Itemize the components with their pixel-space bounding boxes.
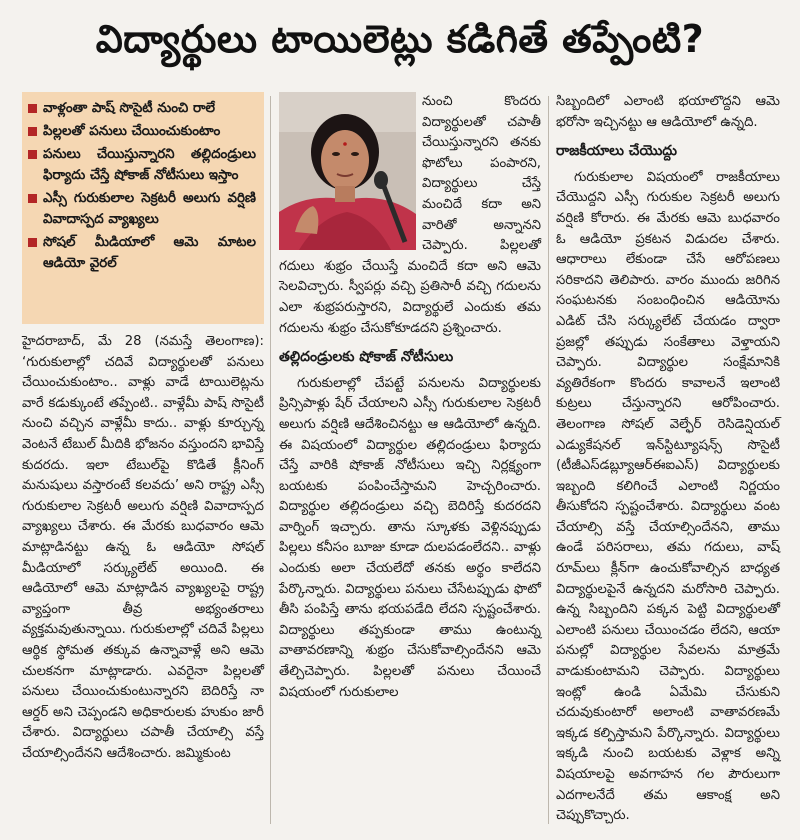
bullet-square-icon	[28, 150, 37, 159]
bullet-square-icon	[28, 238, 37, 247]
portrait-photo-image	[279, 92, 416, 250]
portrait-photo	[279, 92, 416, 250]
body-paragraph: నుంచి కొందరు విద్యార్థులతో చపాతీ చేయిస్తున్నారని తనకు ఫొటోలు పంపారని, విద్యార్థులు చేస్తే మంచిదే కదా అని వారితో అన్నానని చెప్పారు. పిల్లలతో గదులు శుభ్రం చేయిస్తే మంచిదే కదా అని ఆమె సెలవిచ్చారు. స్వీపర్లు వచ్చి ప్రతిసారీ వచ్చి గదులను ఎలా శుభ్రపరుస్తారని, విద్యార్థులే ఎందుకు తమ గదులను శుభ్రం చేసుకోకూడదని ప్రశ్నించారు.	[279, 94, 541, 336]
body-paragraph: సిబ్బందిలో ఎలాంటి భయాలొద్దని ఆమె భరోసా ఇచ్చినట్టు ఆ ఆడియోలో ఉన్నది.	[556, 94, 780, 130]
highlight-item: పిల్లలతో పనులు చేయించుకుంటాం	[28, 121, 256, 142]
bullet-square-icon	[28, 104, 37, 113]
highlight-item: పనులు చేయిస్తున్నారని తల్లిదండ్రులు ఫిర్యాదు చేస్తే షోకాజ్ నోటీసులు ఇస్తాం	[28, 144, 256, 186]
body-paragraph: గురుకులాల విషయంలో రాజకీయాలు చేయొద్దని ఎస్సీ గురుకుల సెక్రటరీ అలుగు వర్షిణి కోరారు. ఈ మేరకు ఆమె బుధవారం ఓ ఆడియో ప్రకటన విడుదల చేశారు. ఆధారాలు లేకుండా చేసే ఆరోపణలు సరికాదని తెలిపారు. వారం ముందు జరిగిన సంఘటనకు సంబంధించిన ఆడియోను ఎడిట్ చేసి సర్క్యులేట్ చేయడం ద్వారా ప్రజల్లో తప్పుడు సంకేతాలు వెళ్తాయని చెప్పారు. విద్యార్థుల సంక్షేమానికి వ్యతిరేకంగా కొందరు కావాలనే ఇలాంటి కుట్రలు చేస్తున్నారని ఆరోపించారు. తెలంగాణ సోషల్ వెల్ఫేర్ రెసిడెన్షియల్ ఎడ్యుకేషనల్ ఇన్‌స్టిట్యూషన్స్ సొసైటీ (టీజీఎస్‌డబ్ల్యూఆర్‌ఈఐఎస్) విద్యార్థులకు ఇబ్బంది కలిగించే ఎలాంటి నిర్ణయం తీసుకోదని స్పష్టంచేశారు. విద్యార్థులు వంట చేయాల్సి వస్తే చేయాల్సిందేనని, తాము ఉండే పరిసరాలు, తమ గదులు, వాష్ రూమ్‌లు క్లీన్‌గా ఉంచుకోవాల్సిన బాధ్యత విద్యార్థులపైనే ఉన్నదని మరోసారి చెప్పారు. ఉన్న సిబ్బందిని పక్కన పెట్టి విద్యార్థులతో ఎలాంటి పనులు చేయించడం లేదని, ఆయా పనుల్లో విద్యార్థుల సేవలను మాత్రమే వాడుకుంటామని చెప్పారు. విద్యార్థులు ఇంట్లో ఉండి ఏమేమి చేసుకుని చదువుకుంటారో అలాంటి వాతావరణమే ఇక్కడ కల్పిస్తామని పేర్కొన్నారు. విద్యార్థులు ఇక్కడి నుంచి బయటకు వెళ్లాక అన్ని విషయాలపై అవగాహన గల పౌరులుగా ఎదగాలనేదే తమ ఆకాంక్ష అని చెప్పుకొచ్చారు.	[556, 169, 780, 824]
section-subheading: రాజకీయాలు చేయొద్దు	[556, 143, 678, 160]
column-divider	[270, 96, 271, 824]
highlight-item: వాళ్లంతా పాష్ సొసైటీ నుంచి రాలే	[28, 98, 256, 119]
left-column	[22, 92, 264, 768]
highlights-box	[22, 92, 264, 324]
body-paragraph: హైదరాబాద్, మే 28 (నమస్తే తెలంగాణ): ‘గురుకులాల్లో చదివే విద్యార్థులతో పనులు చేయించుకుంటాం.. వాళ్లు వాడే టాయిలెట్లను వారే కడుక్కుంటే తప్పేంటి.. వాళ్లేమీ పాష్ సొసైటీ నుంచి వచ్చిన వాళ్లేమీ కాదు.. వాళ్లు కూర్చున్న వెంటనే టేబుల్ మీదికి భోజనం వస్తుందని భావిస్తే కుదరదు. ఇలా టేబుల్‌పై కొడితే క్లీనింగ్ మనుషులు వస్తారంటే కలవదు’ అని రాష్ట్ర ఎస్సీ గురుకులాల సెక్రటరీ అలుగు వర్షిణి వివాదాస్పద వ్యాఖ్యలు చేశారు. ఈ మేరకు బుధవారం ఆమె మాట్లాడినట్టు ఉన్న ఓ ఆడియో సోషల్ మీడియాలో సర్క్యులేట్ అయింది. ఈ ఆడియోలో ఆమె మాట్లాడిన వ్యాఖ్యలపై రాష్ట్ర వ్యాప్తంగా తీవ్ర అభ్యంతరాలు వ్యక్తమవుతున్నాయి. గురుకులాల్లో చదివే పిల్లలు ఆర్థిక స్థోమత తక్కువ ఉన్నావాళ్లే అని ఆమె చులకనగా మాట్లాడారు. ఎవరైనా పిల్లలతో పనులు చేయించుకుంటున్నారని బెదిరిస్తే నా ఆర్డర్ అని చెప్పండని అధికారులకు హుకుం జారీ చేశారు. విద్యార్థులు చపాతీ చేయాల్సి వస్తే చేయాల్సిందేనని ఆదేశించారు. జమ్మికుంట	[22, 334, 264, 761]
highlight-item: సోషల్ మీడియాలో ఆమె మాటల ఆడియో వైరల్	[28, 232, 256, 274]
body-paragraph: గురుకులాల్లో చేపట్టే పనులను విద్యార్థులకు ప్రిన్సిపాళ్లు షేర్ చేయాలని ఎస్సీ గురుకులాల సెక్రటరీ అలుగు వర్షిణి ఆదేశించినట్టు ఆ ఆడియోలో ఉన్నది. ఈ విషయంలో విద్యార్థుల తల్లిదండ్రులు ఫిర్యాదు చేస్తే వారికి షోకాజ్ నోటీసులు ఇచ్చి నిర్లక్ష్యంగా బయటకు పంపించేస్తామని హెచ్చరించారు. విద్యార్థుల తల్లిదండ్రులు వచ్చి బెదిరిస్తే కుదరదని వార్నింగ్ ఇచ్చారు. తాను స్కూళకు వెళ్లినప్పుడు పిల్లలు కనీసం బూజు కూడా దులపడంలేదని.. వాళ్లు ఎందుకు అలా చేయలేదో తనకు అర్థం కాలేదని పేర్కొన్నారు. విద్యార్థులు పనులు చేసేటప్పుడు ఫొటో తీసి పంపిస్తే తాను భయపడేది లేదని స్పష్టంచేశారు. విద్యార్థులు తప్పకుండా తాము ఉంటున్న వాతావరణాన్ని శుభ్రం చేసుకోవాల్సిందేనని ఆమె తేల్చిచెప్పారు. పిల్లలతో పనులు చేయించే విషయంలో గురుకులాల	[279, 375, 541, 700]
section-subheading: తల్లిదండ్రులకు షోకాజ్ నోటీసులు	[279, 349, 454, 366]
middle-column	[279, 92, 541, 707]
column-divider	[548, 96, 549, 824]
highlight-item: ఎస్సీ గురుకులాల సెక్రటరీ అలుగు వర్షిణి వివాదాస్పద వ్యాఖ్యలు	[28, 188, 256, 230]
bullet-square-icon	[28, 194, 37, 203]
right-column	[556, 92, 780, 831]
bullet-square-icon	[28, 127, 37, 136]
article-headline: విద్యార్థులు టాయిలెట్లు కడిగితే తప్పేంటి?	[95, 17, 705, 61]
